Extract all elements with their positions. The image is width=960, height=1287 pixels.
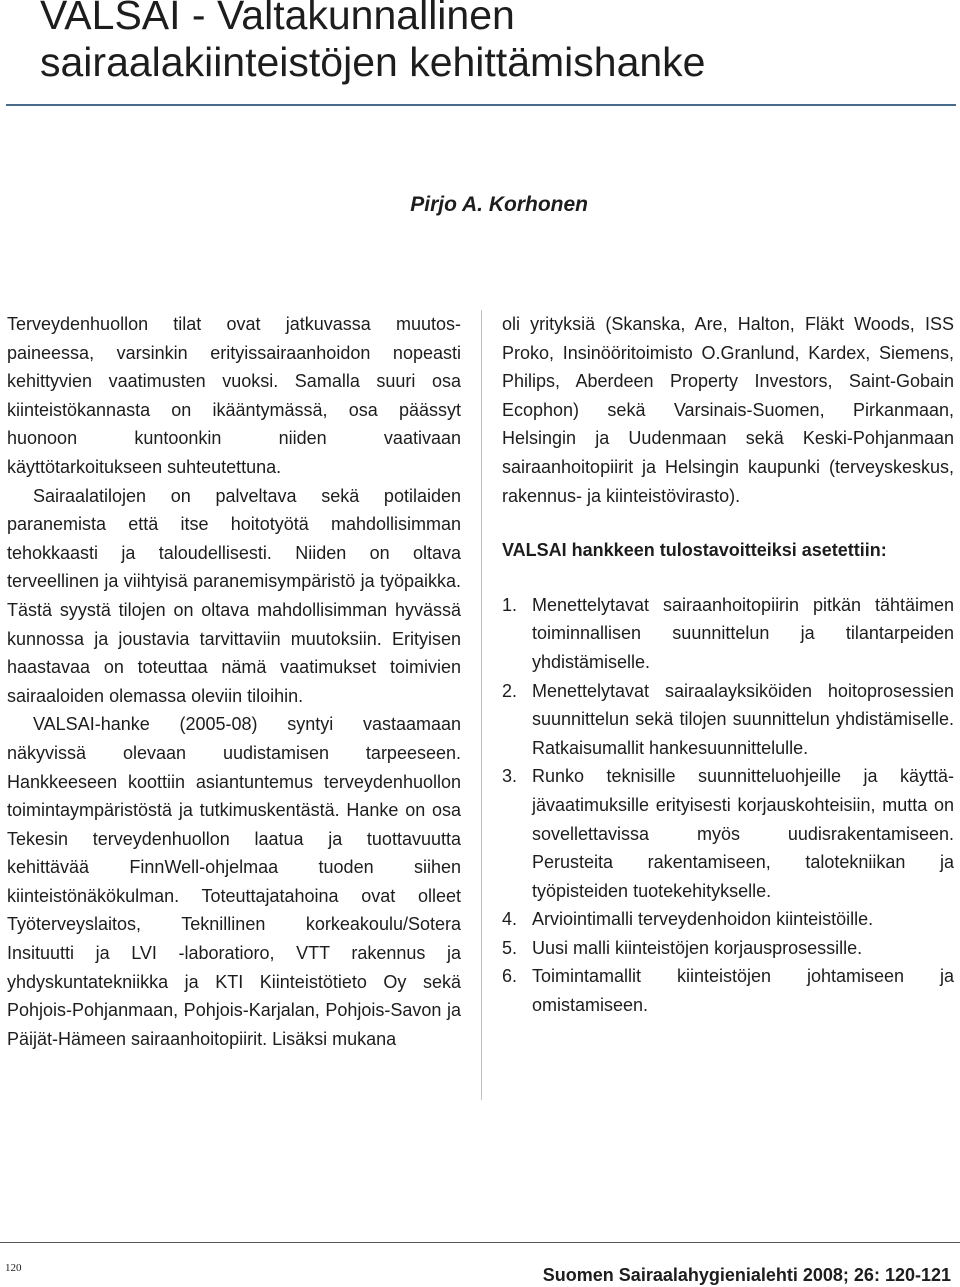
footer-divider — [0, 1242, 960, 1243]
goal-item — [502, 591, 954, 677]
goal-text: Uusi malli kiinteistöjen korjausprosessille. — [532, 937, 863, 958]
goal-item — [502, 677, 954, 763]
goal-number: 1. — [502, 594, 518, 615]
goal-text: Menettelytavat sairaanhoitopiirin pitkän tähtäimen toiminnallisen suunnittelun ja tilantarpeiden yhdistämiselle. — [532, 594, 954, 672]
goal-text: Toimintamallit kiinteistöjen johtamiseen ja omistamiseen. — [532, 966, 954, 1016]
right-column — [502, 310, 954, 1020]
left-column — [7, 310, 461, 1053]
goals-heading: VALSAI hankkeen tulostavoitteiksi asetettiin: — [502, 540, 887, 561]
title-divider — [6, 104, 956, 106]
goal-number: 2. — [502, 680, 518, 701]
journal-citation: Suomen Sairaalahygienialehti 2008; 26: 120-121 — [542, 1265, 951, 1285]
article-title-line-2: sairaalakiinteistöjen kehittämishanke — [40, 39, 706, 85]
page-number: 120 — [5, 1262, 22, 1274]
goal-text: Menettelytavat sairaalayksiköiden hoitoprosessien suunnittelun sekä tilojen suunnittelun yhdistämiselle. Ratkaisumallit hankesuunnittelulle. — [532, 680, 954, 758]
paragraph-3: VALSAI-hanke (2005-08) syntyi vastaamaan näkyvissä olevaan uudistamisen tarpeeseen. Hankkeeseen koottiin asiantuntemus terveydenhuollon toimintaympäristöstä ja tutkimuskentästä. Hanke on osa Tekesin terveydenhuollon laatua ja tuottavuutta kehittävää FinnWell-ohjelmaa tuoden siihen kiinteistönäkökulman. Toteuttajatahoina ovat olleet Työterveyslaitos, Teknillinen korkeakoulu/Sotera Insituutti ja LVI -laboratioro, VTT rakennus ja yhdyskuntatekniikka ja KTI Kiinteistötieto Oy sekä Pohjois-Pohjanmaan, Pohjois-Karjalan, Pohjois-Savon ja Päijät-Hämeen sairaanhoitopiirit. Lisäksi mukana — [7, 714, 461, 1049]
goal-item — [502, 934, 954, 963]
paragraph-continuation: oli yrityksiä (Skanska, Are, Halton, Fläkt Woods, ISS Proko, Insinööritoimisto O.Granlund, Kardex, Siemens, Philips, Aberdeen Property Investors, Saint-Gobain Ecophon) sekä Varsinais-Suomen, Pirkanmaan, Helsingin ja Uudenmaan sekä Keski-Pohjanmaan sairaanhoitopiirit ja Helsingin kaupunki (terveyskeskus, rakennus- ja kiinteistövirasto). — [502, 314, 954, 506]
author-name: Pirjo A. Korhonen — [410, 193, 588, 216]
goal-text: Runko teknisille suunnitteluohjeille ja käyttäjävaatimuksille erityisesti korjauskohteisiin, mutta on sovellettavissa myös uudisrakentamiseen. Perusteita rakentamiseen, talotekniikan ja työpisteiden tuotekehitykselle. — [532, 766, 954, 901]
goal-text: Arviointimalli terveydenhoidon kiinteistöille. — [532, 909, 874, 930]
goal-item — [502, 762, 954, 905]
goals-list — [502, 591, 954, 1020]
goal-number: 3. — [502, 766, 518, 787]
goal-number: 6. — [502, 966, 518, 987]
goal-number: 4. — [502, 909, 518, 930]
article-title — [40, 0, 940, 86]
article-title-line-1: VALSAI - Valtakunnallinen — [40, 0, 515, 38]
column-divider — [481, 310, 482, 1100]
paragraph-1: Terveydenhuollon tilat ovat jatkuvassa muutospaineessa, varsinkin erityissairaanhoidon nopeasti kehittyvien vaatimusten vuoksi. Samalla suuri osa kiinteistökannasta on ikääntymässä, osa päässyt huonoon kuntoonkin niiden vaativaan käyttötarkoitukseen suhteutettuna. — [7, 314, 461, 477]
goal-number: 5. — [502, 937, 518, 958]
goal-item — [502, 962, 954, 1019]
paragraph-2: Sairaalatilojen on palveltava sekä potilaiden paranemista että itse hoitotyötä mahdollisimman tehokkaasti ja taloudellisesti. Niiden on oltava terveellinen ja viihtyisä paranemisympäristö ja työpaikka. Tästä syystä tilojen on oltava mahdollisimman hyvässä kunnossa ja joustavia tarvittaviin muutoksiin. Erityisen haastavaa on toteuttaa nämä vaatimukset toimivien sairaaloiden olemassa oleviin tiloihin. — [7, 485, 461, 706]
goal-item — [502, 905, 954, 934]
